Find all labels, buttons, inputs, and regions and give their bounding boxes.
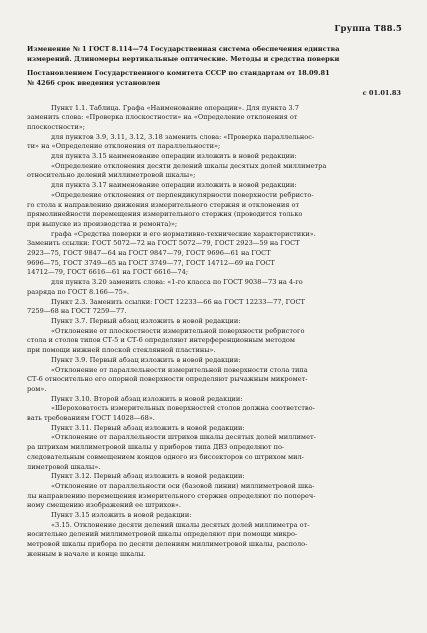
body-line: ти» на «Определение отклонения от параллельности»; <box>27 142 221 151</box>
body-line: относительно делений миллиметровой шкалы»; <box>27 171 196 180</box>
amendment-header-line-1: Изменение № 1 ГОСТ 8.114—74 Государственная система обеспечения единства <box>27 45 340 53</box>
body-line: заменить слова: «Проверка плоскостности» на «Определение отклонения от <box>27 113 298 122</box>
body-line: метровой шкалы прибора по десяти делениям миллиметровой шкалы, располо- <box>27 540 308 549</box>
body-line: ром». <box>27 384 47 393</box>
body-line: Пункт 3.7. Первый абзац изложить в новой редакции: <box>51 316 241 325</box>
body-line: «Шероховатость измерительных поверхностей столов должна соответство- <box>51 404 315 413</box>
body-line: Пункт 3.10. Второй абзац изложить в новой редакции: <box>51 394 243 403</box>
body-line: 7259—68 на ГОСТ 7259—77. <box>27 307 127 316</box>
body-line: для пунктов 3.9, 3.11, 3.12, 3.18 заменить слова: «Проверка параллельнос- <box>51 132 315 141</box>
body-line: лиметровой шкалы». <box>27 462 101 471</box>
body-line: лы направлению перемещения измерительного стержня определяют по попереч- <box>27 491 316 500</box>
body-line: Заменить ссылки: ГОСТ 5072—72 на ГОСТ 5072—79, ГОСТ 2923—59 на ГОСТ <box>27 239 300 248</box>
body-line: 2923—75, ГОСТ 9847—64 на ГОСТ 9847—79, ГОСТ 9696—61 на ГОСТ <box>27 249 271 258</box>
body-line: Пункт 3.9. Первый абзац изложить в новой редакции: <box>51 355 241 364</box>
body-line: плоскостности»; <box>27 122 86 131</box>
body-line: следовательным совмещением концов одного из биссекторов со штрихом мил- <box>27 452 304 461</box>
body-line: Пункт 3.15 изложить в новой редакции: <box>51 511 192 520</box>
body-line: для пункта 3.17 наименование операции изложить в новой редакции: <box>51 181 297 190</box>
body-line: ра штрихам миллиметровой шкалы у приборов типа ДВЗ определяют по- <box>27 443 285 452</box>
body-line: 14712—79, ГОСТ 6616—61 на ГОСТ 6616—74; <box>27 268 189 277</box>
decree-line-2: № 4266 срок введения установлен <box>27 79 161 88</box>
body-line: для пункта 3.20 заменить слова: «1-го класса по ГОСТ 9038—73 на 4-го <box>51 278 303 287</box>
body-line: «Отклонение от параллельности штрихов шкалы десятых долей миллимет- <box>51 433 316 442</box>
body-line: го стола к направлению движения измерительного стержня и отклонения от <box>27 200 300 209</box>
body-line: ному смещению изображений ее штрихов». <box>27 501 182 510</box>
body-line: прямолинейности перемещения измерительного стержня (проводится только <box>27 210 303 219</box>
body-line: Пункт 3.11. Первый абзац изложить в новой редакции: <box>51 423 245 432</box>
body-line: Пункт 2.3. Заменить ссылки: ГОСТ 12233—66 на ГОСТ 12233—77, ГОСТ <box>51 297 305 306</box>
body-line: «Отклонение от параллельности оси (базовой линии) миллиметровой шка- <box>51 481 315 490</box>
body-line: Пункт 1.1. Таблица. Графа «Наименование операции». Для пункта 3.7 <box>51 103 299 112</box>
decree-line-1: Постановлением Государственного комитета СССР по стандартам от 18.09.81 <box>27 69 330 78</box>
body-line: «3.15. Отклонение десяти делений шкалы десятых долей миллиметра от- <box>51 520 310 529</box>
body-line: женным в начале и конце шкалы. <box>27 549 146 558</box>
body-line: носительно делений миллиметровой шкалы определяют при помощи микро- <box>27 530 298 539</box>
group-code: Группа Т88.5 <box>334 24 402 34</box>
amendment-header-line-2: измерений. Длиномеры вертикальные оптические. Методы и средства поверки <box>27 54 340 63</box>
body-line: «Отклонение от плоскостности измерительной поверхности ребристого <box>51 326 305 335</box>
body-line: вать требованиям ГОСТ 14028—68». <box>27 414 155 423</box>
effective-date: с 01.01.83 <box>362 88 401 97</box>
body-line: разряда по ГОСТ 8.166—75». <box>27 287 129 296</box>
body-line: стола и столов типов СТ-5 и СТ-6 определяют интерференционным методом <box>27 336 296 345</box>
document-body <box>27 104 401 560</box>
body-line: при помощи нижней плоской стеклянной пластины». <box>27 346 216 355</box>
body-line: «Определение отклонения от перпендикулярности поверхности ребристо- <box>51 190 314 199</box>
body-line: «Отклонение от параллельности измерительной поверхности стола типа <box>51 365 308 374</box>
body-line: «Определение отклонения десяти делений шкалы десятых долей миллиметра <box>51 161 327 170</box>
body-line: графа «Средства поверки и его нормативно-технические характеристики». <box>51 229 316 238</box>
body-line: Пункт 3.12. Первый абзац изложить в новой редакции: <box>51 472 245 481</box>
body-line: СТ-6 относительно его опорной поверхности определяют рычажным микромет- <box>27 375 308 384</box>
body-line: для пункта 3.15 наименование операции изложить в новой редакции: <box>51 152 297 161</box>
body-line: 9696—75, ГОСТ 3749—65 на ГОСТ 3749—77, ГОСТ 14712—69 на ГОСТ <box>27 258 275 267</box>
body-line: при выпуске из производства и ремонта)»; <box>27 219 178 228</box>
